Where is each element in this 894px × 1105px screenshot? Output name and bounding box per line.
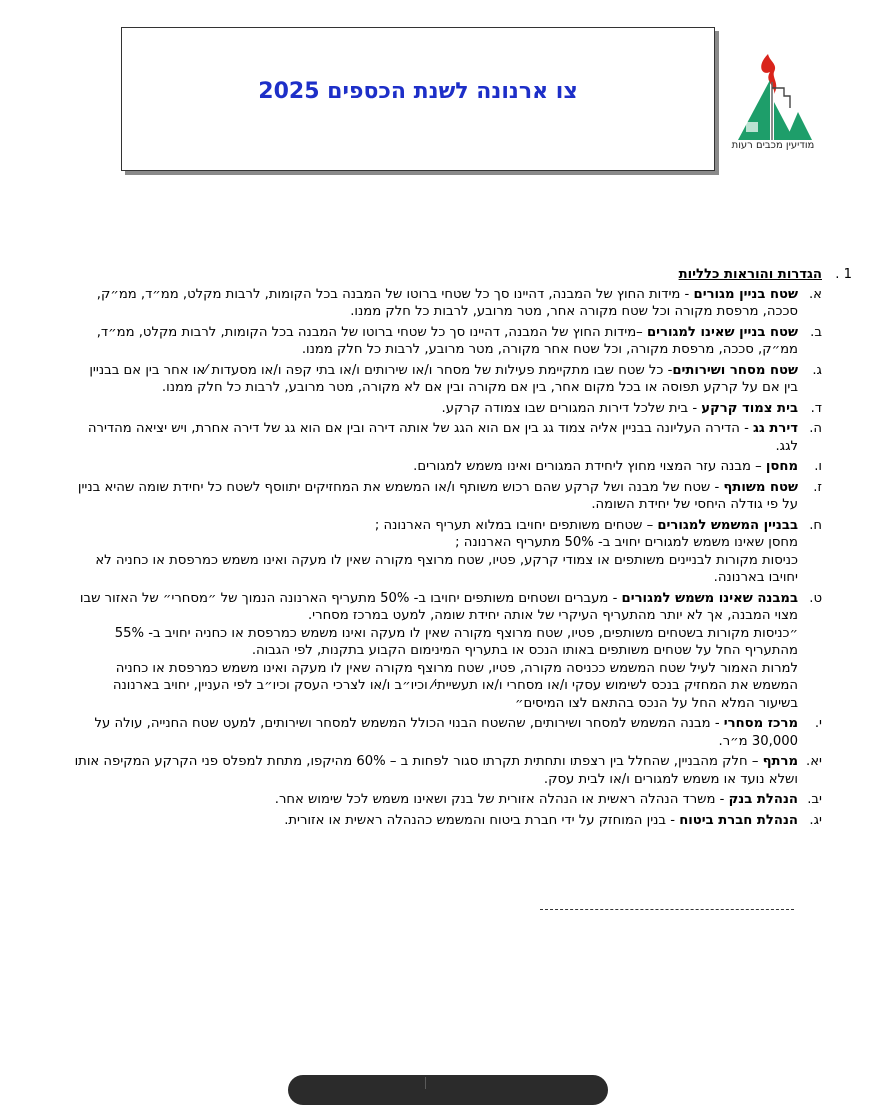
item-label: ז. <box>813 479 822 495</box>
item-text: - בית שלכל דירות המגורים שבו צמודה קרקע. <box>441 400 702 416</box>
municipality-logo <box>728 52 818 160</box>
definition-item <box>72 362 822 397</box>
item-term: שטח בניין מגורים <box>693 286 798 302</box>
section-number: 1 . <box>835 267 852 282</box>
item-text: – שטחים משותפים יחויבו במלוא תעריף הארנונה ; <box>374 517 658 533</box>
item-extra-paragraph: למרות האמור לעיל שטח המשמש ככניסה מקורה, פטיו, שטח מרוצף מקורה שאין לו מעקה ואינו משמש כמרפסת או כחניה המשמש את המחזיק בנכס לשימוש עסקי ו/או מסחרי ו/או תעשייתי⁄ וכיו״ב ו/או לצרכי העסק וכיו״ב לפי העניין, יחויב בארנונה בשיעור המלא החל על הנכס בהתאם לצו המיסים״ <box>112 660 798 711</box>
definition-item <box>72 400 822 418</box>
definition-item <box>72 791 822 809</box>
page-navigation-bar[interactable] <box>288 1075 608 1105</box>
definitions-section <box>72 266 852 832</box>
definitions-list <box>72 286 852 830</box>
item-term: בית צמוד קרקע <box>701 400 798 416</box>
definition-item <box>72 812 822 830</box>
item-term: שטח משותף <box>723 479 798 495</box>
item-text: - בנין המוחזק על ידי חברת ביטוח והמשמש כהנהלה ראשית או אזורית. <box>284 812 680 828</box>
item-term: בבניין המשמש למגורים <box>657 517 798 533</box>
item-extra-paragraph: כניסות מקורות לבניינים משותפים או צמודי קרקע, פטיו, שטח מרוצף מקורה שאין לו מעקה ואינו משמש כמרפסת או כחניה לא יחויבו בארנונה. <box>95 552 798 585</box>
item-term: מרתף <box>762 754 798 769</box>
section-title: הגדרות והוראות כלליות <box>678 267 822 282</box>
definition-item <box>72 479 822 514</box>
definition-item <box>72 753 822 788</box>
item-label: ח. <box>809 517 822 533</box>
item-term: הנהלת חברת ביטוח <box>679 812 798 828</box>
item-extra-paragraph: ״כניסות מקורות בשטחים משותפים, פטיו, שטח מרוצף מקורה שאין לו מעקה ואינו משמש כמרפסת או כחניה יחויב ב- 55% מהתעריף החל על שטחים משותפים באותו הנכס או בתעריף המינימום הקבוע בתקנות, לפי הגבוה. <box>114 625 798 658</box>
item-term: דירת גג <box>753 421 798 436</box>
definition-item <box>72 517 822 587</box>
definition-item <box>72 458 822 476</box>
item-text: – מבנה עזר המצוי מחוץ ליחידת המגורים ואינו משמש למגורים. <box>413 459 766 474</box>
item-term: מרכז מסחרי <box>723 716 798 731</box>
item-text: - הדירה העליונה בבניין אליה צמוד גג בין אם הוא הגג של אותה דירה ובין אם הוא גג של דירה אחרת, ויש יציאה מהדירה לגג. <box>87 421 798 454</box>
definition-item <box>72 420 822 455</box>
item-text: - כל שטח שבו מתקיימת פעילות של מסחר ו/או שירותים ו/או בתי קפה ו/או מסעדות ⁄או אחר בין אם בבניין בין אם על קרקע תפוסה או בכל מקום אחר, בין אם מקורה ובין אם לא מקורה, מטר מרובע, לרבות כל חלק ממנו. <box>89 362 798 395</box>
item-label: ו. <box>814 459 822 474</box>
definition-item <box>72 590 822 713</box>
page-title: צו ארנונה לשנת הכספים 2025 <box>258 79 578 104</box>
item-term: הנהלת בנק <box>728 792 798 807</box>
item-text: – חלק מהבניין, שהחלל בין רצפתו ותחתית תקרתו סגור לפחות ב – 60% מהיקפו, מתחת למפלס פני הקרקע המקיפה אותו ושלא נועד או משמש למגורים ו/או לבית עסק. <box>74 754 798 787</box>
item-label: א. <box>808 286 822 302</box>
logo-emblem-icon <box>728 52 818 142</box>
definition-item <box>72 324 822 359</box>
item-text: - שטח של מבנה ושל קרקע שהם רכוש משותף ו/או המשמש את המחזיקים יתווסף לשטח כל יחידת שומה שהיא בניין על פי גודלה היחסי של יחידת השומה. <box>77 479 798 512</box>
item-term: שטח מסחר ושירותים <box>672 362 798 378</box>
item-label: ג. <box>812 362 822 378</box>
item-label: ה. <box>809 421 822 436</box>
item-text: - מעברים ושטחים משותפים יחויבו ב- 50% מתעריף הארנונה הנמוך של ״מסחרי״ של האזור שבו מצוי המבנה, אך לא יותר מהתעריף העיקרי של אותה יחידת שומה, למעט במרכז מסחרי. <box>79 590 798 623</box>
item-term: שטח בניין שאינו למגורים <box>646 324 798 340</box>
item-text: - מידות החוץ של המבנה, דהיינו סך כל שטחי ברוטו של המבנה בכל הקומות, לרבות מקלט, ממ״ד, ממ״ק, סככה, מרפסת מקורה וכל שטח מקורה אחר, מטר מרובע, לרבות כל חלק ממנו. <box>96 286 798 319</box>
item-extra-paragraph: מחסן שאינו משמש למגורים יחויב ב- 50% מתעריף הארנונה ; <box>455 535 798 550</box>
item-label: יא. <box>806 754 822 769</box>
item-term: במבנה שאינו משמש למגורים <box>621 590 798 606</box>
item-label: ד. <box>810 400 822 416</box>
item-text: - משרד הנהלה ראשית או הנהלה אזורית של בנק ושאינו משמש לכל שימוש אחר. <box>274 792 729 807</box>
page-navigation-divider <box>425 1077 426 1089</box>
item-label: ט. <box>809 590 822 606</box>
item-label: יב. <box>807 792 822 807</box>
section-heading <box>72 266 852 284</box>
item-text: –מידות החוץ של המבנה, דהיינו סך כל שטחי ברוטו של המבנה בכל הקומות, לרבות מקלט, ממ״ד, ממ״ק, סככה, מרפסת מקורה, וכל שטח אחר מקורה, מטר מרובע, לרבות כל חלק ממנו. <box>96 324 798 357</box>
definition-item <box>72 715 822 750</box>
item-text: - מבנה המשמש למסחר ושירותים, שהשטח הבנוי הכולל המשמש למסחר ושירותים, למעט שטח החנייה, עולה על 30,000 מ״ר. <box>94 716 798 749</box>
item-label: י. <box>814 716 822 731</box>
item-label: ב. <box>810 324 822 340</box>
logo-caption: מודיעין מכבים רעות <box>731 140 815 151</box>
definition-item <box>72 286 822 321</box>
title-box <box>121 27 715 171</box>
item-term: מחסן <box>765 459 798 474</box>
item-label: יג. <box>809 812 822 828</box>
dashed-divider <box>540 909 794 910</box>
